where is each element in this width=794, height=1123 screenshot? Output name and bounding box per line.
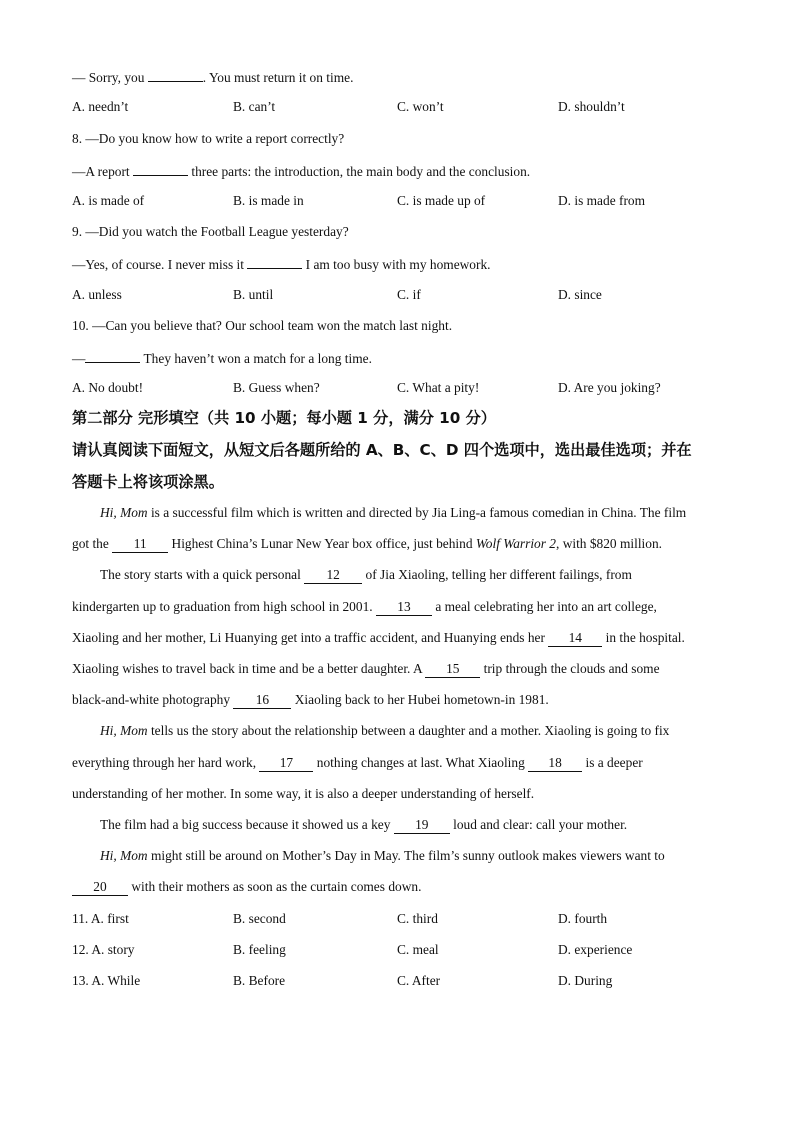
q7-text-post: . You must return it on time. [202, 70, 354, 85]
q7-option-b: B. can’t [233, 99, 276, 114]
passage-text: trip through the clouds and some [480, 661, 660, 676]
section-instruction-1: 请认真阅读下面短文，从短文后各题所给的 A、B、C、D 四个选项中，选出最佳选项；并在 [72, 441, 692, 459]
passage-text: Highest China’s Lunar New Year box office, just behind [168, 536, 476, 551]
q8-line [72, 161, 530, 181]
q10-text-post: They haven’t won a match for a long time. [140, 351, 372, 366]
q8-option-c: C. is made up of [397, 193, 486, 208]
q9-question: 9. —Did you watch the Football League yesterday? [72, 224, 349, 239]
passage-line [100, 722, 669, 740]
passage-line [100, 566, 632, 584]
q9-option-c: C. if [397, 287, 421, 302]
passage-line [72, 660, 660, 678]
q10-text-pre: — [72, 351, 86, 366]
passage-line [72, 629, 685, 647]
passage-text: in the hospital. [602, 630, 685, 645]
passage-line [72, 754, 643, 772]
passage-text: black-and-white photography [72, 692, 234, 707]
passage-text: of Jia Xiaoling, telling her different failings, from [362, 567, 632, 582]
q11-option-c: C. third [397, 911, 438, 926]
passage-line [72, 691, 549, 709]
q10-option-a: A. No doubt! [72, 380, 144, 395]
q13-option-d: D. During [558, 973, 613, 988]
film-title: Hi, Mom [100, 505, 148, 520]
passage-line [100, 816, 627, 834]
q11-option-b: B. second [233, 911, 286, 926]
passage-text: tells us the story about the relationship between a daughter and a mother. Xiaoling is going to fix [147, 723, 670, 738]
passage-text: got the [72, 536, 113, 551]
passage-text: is a deeper [582, 755, 643, 770]
q7-option-a: A. needn’t [72, 99, 129, 114]
q8-option-a: A. is made of [72, 193, 145, 208]
cloze-blank-16: 16 [233, 692, 291, 709]
answer-blank [133, 161, 188, 176]
passage-line: understanding of her mother. In some way, it is also a deeper understanding of herself. [72, 786, 535, 801]
q7-option-d: D. shouldn’t [558, 99, 625, 114]
cloze-blank-15: 15 [425, 661, 480, 678]
passage-text: Xiaoling wishes to travel back in time and be a better daughter. A [72, 661, 426, 676]
passage-text: nothing changes at last. What Xiaoling [313, 755, 529, 770]
q7-option-c: C. won’t [397, 99, 444, 114]
cloze-blank-12: 12 [304, 567, 362, 584]
cloze-blank-13: 13 [376, 599, 432, 616]
passage-text: , with $820 million. [556, 536, 663, 551]
passage-text: kindergarten up to graduation from high school in 2001. [72, 599, 376, 614]
cloze-blank-14: 14 [548, 630, 602, 647]
section-instruction-2: 答题卡上将该项涂黑。 [72, 473, 224, 491]
passage-text: is a successful film which is written and directed by Jia Ling-a famous comedian in China. The film [147, 505, 687, 520]
q9-option-d: D. since [558, 287, 602, 302]
q11-option-d: D. fourth [558, 911, 608, 926]
q8-text-pre: —A report [72, 164, 133, 179]
passage-text: might still be around on Mother’s Day in May. The film’s sunny outlook makes viewers want to [147, 848, 665, 863]
cloze-blank-18: 18 [528, 755, 582, 772]
q9-text-post: I am too busy with my homework. [302, 257, 491, 272]
q9-option-b: B. until [233, 287, 274, 302]
passage-text: Xiaoling back to her Hubei hometown-in 1981. [291, 692, 549, 707]
q8-text-post: three parts: the introduction, the main body and the conclusion. [188, 164, 531, 179]
passage-text: a meal celebrating her into an art college, [431, 599, 657, 614]
answer-blank [247, 254, 302, 269]
q12-option-a: 12. A. story [72, 942, 135, 957]
q10-option-c: C. What a pity! [397, 380, 480, 395]
cloze-blank-11: 11 [112, 536, 168, 553]
q9-line [72, 254, 491, 274]
q13-option-a: 13. A. While [72, 973, 141, 988]
passage-text: with their mothers as soon as the curtain comes down. [128, 879, 422, 894]
answer-blank [85, 348, 140, 363]
cloze-blank-17: 17 [259, 755, 313, 772]
film-title: Wolf Warrior 2 [475, 536, 556, 551]
q12-option-d: D. experience [558, 942, 633, 957]
q10-option-d: D. Are you joking? [558, 380, 661, 395]
q7-line [72, 67, 353, 87]
q9-text-pre: —Yes, of course. I never miss it [72, 257, 248, 272]
q13-option-b: B. Before [233, 973, 286, 988]
cloze-blank-20: 20 [72, 879, 128, 896]
q11-option-a: 11. A. first [72, 911, 129, 926]
q12-option-b: B. feeling [233, 942, 286, 957]
passage-line [72, 535, 662, 553]
q10-line [72, 348, 372, 368]
answer-blank [148, 67, 203, 82]
q7-text-pre: — Sorry, you [72, 70, 148, 85]
passage-text: loud and clear: call your mother. [449, 817, 628, 832]
q10-question: 10. —Can you believe that? Our school team won the match last night. [72, 318, 453, 333]
passage-line [100, 504, 686, 522]
q13-option-c: C. After [397, 973, 441, 988]
q12-option-c: C. meal [397, 942, 439, 957]
section-title: 第二部分 完形填空（共 10 小题；每小题 1 分，满分 10 分） [72, 409, 496, 427]
q8-option-d: D. is made from [558, 193, 646, 208]
q8-option-b: B. is made in [233, 193, 304, 208]
passage-text: The film had a big success because it showed us a key [100, 817, 394, 832]
passage-line [72, 878, 421, 896]
q10-option-b: B. Guess when? [233, 380, 320, 395]
passage-text: everything through her hard work, [72, 755, 260, 770]
film-title: Hi, Mom [100, 723, 148, 738]
q8-question: 8. —Do you know how to write a report correctly? [72, 131, 345, 146]
passage-line [72, 598, 657, 616]
passage-line [100, 847, 665, 865]
film-title: Hi, Mom [100, 848, 148, 863]
passage-text: The story starts with a quick personal [100, 567, 305, 582]
cloze-blank-19: 19 [394, 817, 450, 834]
passage-text: Xiaoling and her mother, Li Huanying get into a traffic accident, and Huanying ends her [72, 630, 549, 645]
q9-option-a: A. unless [72, 287, 122, 302]
